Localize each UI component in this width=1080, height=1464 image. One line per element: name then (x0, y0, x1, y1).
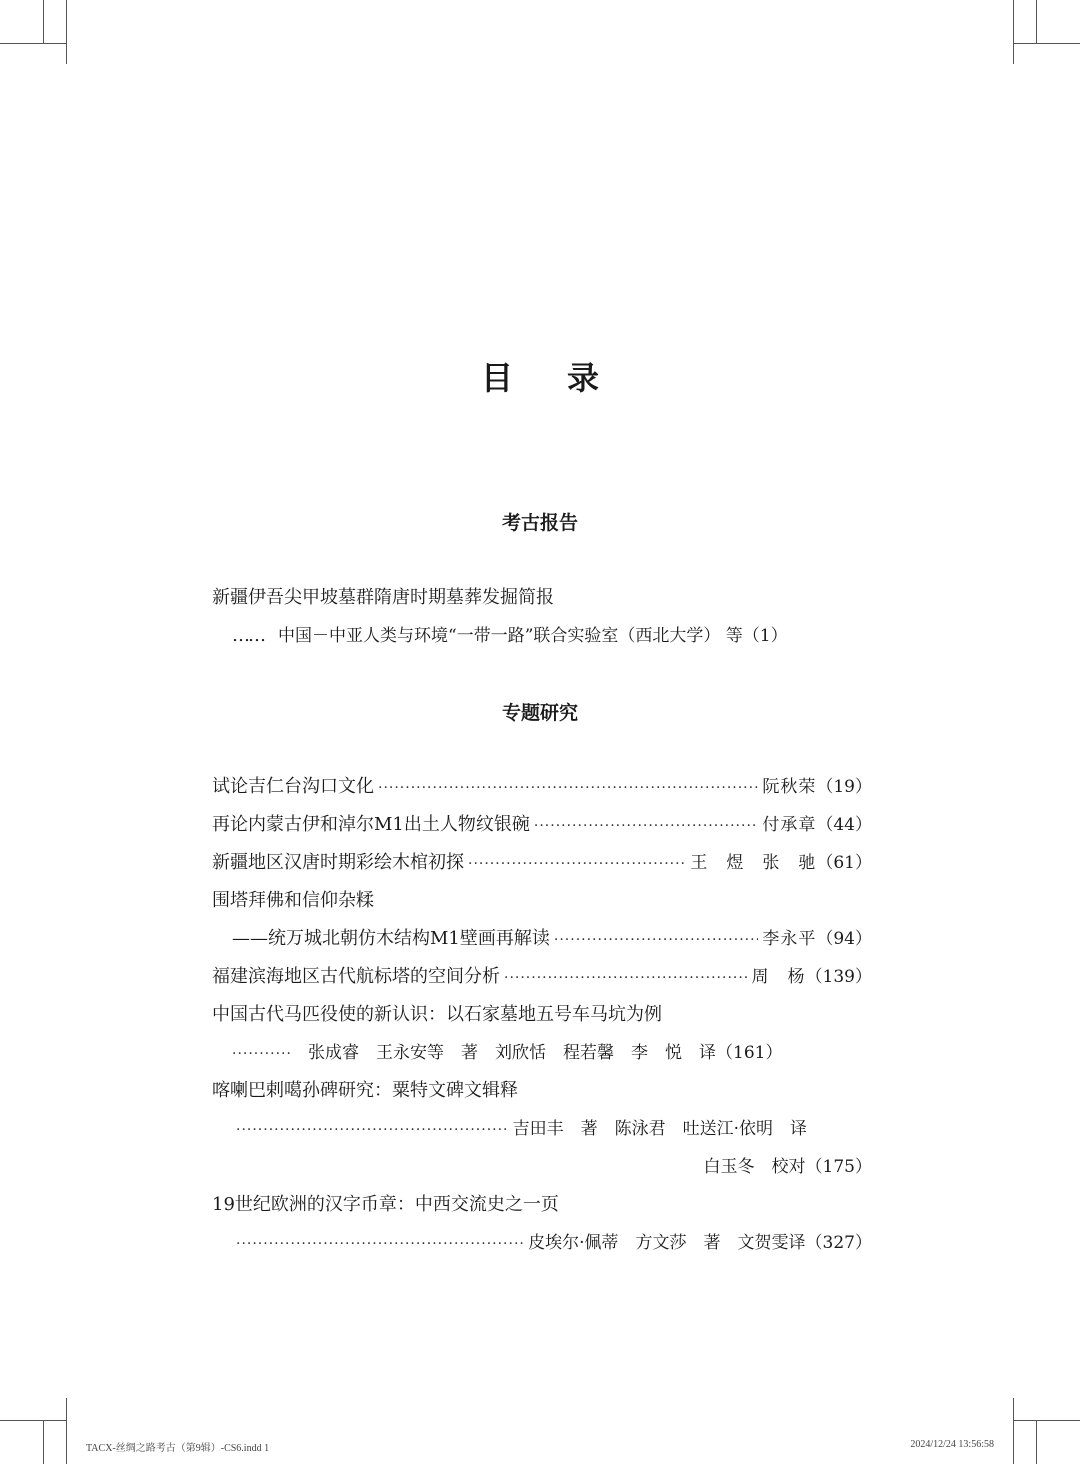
entry-page: （161） (716, 1043, 783, 1063)
entry-author: 阮秋荣 (762, 777, 817, 797)
toc-entry-title[interactable] (212, 1190, 872, 1220)
entry-page: （1） (742, 626, 788, 646)
entry-page: （61） (816, 853, 872, 873)
entry-page: （44） (816, 815, 872, 835)
entry-author: 付承章 (762, 815, 817, 835)
dot-leader (232, 1039, 292, 1069)
toc-entry[interactable] (212, 810, 872, 840)
entry-leader: …… (232, 625, 264, 646)
toc-entry[interactable] (212, 772, 872, 802)
crop-mark (0, 1420, 66, 1421)
entry-author: 周 杨 (751, 967, 806, 987)
dot-leader (468, 849, 686, 879)
entry-author: 白玉冬 校对 (703, 1157, 806, 1177)
entry-title: 再论内蒙古伊和淖尔M1出土人物纹银碗 (212, 814, 530, 835)
entry-title: 新疆地区汉唐时期彩绘木棺初探 (212, 852, 464, 873)
entry-page: （19） (816, 777, 872, 797)
crop-mark (1013, 0, 1014, 64)
toc-entry-title[interactable] (212, 886, 872, 916)
entry-page: （139） (805, 967, 872, 987)
crop-mark (66, 1398, 67, 1464)
dot-leader (236, 1229, 524, 1259)
toc-entry[interactable] (212, 848, 872, 878)
entry-author: 王 煜 张 驰 (690, 853, 817, 873)
entry-title: 新疆伊吾尖甲坡墓群隋唐时期墓葬发掘简报 (212, 587, 554, 608)
entry-author: 皮埃尔·佩蒂 方文莎 著 文贺雯译 (528, 1233, 806, 1253)
entry-title: 围塔拜佛和信仰杂糅 (212, 890, 374, 911)
entry-title: 福建滨海地区古代航标塔的空间分析 (212, 966, 500, 987)
entry-author: 吉田丰 著 陈泳君 吐送江·依明 译 (512, 1119, 807, 1139)
toc-entry-author-line (232, 1228, 872, 1258)
toc-entry[interactable] (212, 962, 872, 992)
entry-subtitle: ——统万城北朝仿木结构M1壁画再解读 (232, 928, 550, 949)
dot-leader (378, 773, 758, 803)
entry-author: 张成睿 王永安等 著 刘欣恬 程若馨 李 悦 译 (308, 1043, 716, 1063)
toc-entry-title[interactable] (212, 1000, 872, 1030)
toc-entry-author-line (232, 621, 872, 651)
toc-entry-title[interactable] (212, 583, 872, 613)
toc-entry-author-line (232, 1152, 872, 1182)
crop-mark (43, 1420, 44, 1464)
toc-entry-author-line (232, 1114, 807, 1144)
entry-page: （94） (816, 929, 872, 949)
toc-entry-subtitle-line (232, 924, 872, 954)
crop-mark (43, 0, 44, 43)
page-title: 目录 (480, 359, 653, 397)
toc-entry-title[interactable] (212, 1076, 872, 1106)
crop-mark (1036, 0, 1037, 43)
entry-author: 李永平 (762, 929, 817, 949)
crop-mark (1013, 43, 1080, 44)
entry-title: 中国古代马匹役使的新认识：以石家墓地五号车马坑为例 (212, 1004, 662, 1025)
entry-page: （175） (805, 1157, 872, 1177)
section-heading: 专题研究 (501, 702, 578, 724)
crop-mark (66, 0, 67, 64)
toc-entry-author-line (232, 1038, 872, 1068)
footer-timestamp: 2024/12/24 13:56:58 (910, 1439, 994, 1450)
dot-leader (504, 963, 748, 993)
entry-title: 试论吉仁台沟口文化 (212, 776, 374, 797)
dot-leader (534, 811, 758, 841)
entry-author: 中国－中亚人类与环境“一带一路”联合实验室（西北大学） 等 (278, 626, 743, 646)
entry-page: （327） (805, 1233, 872, 1253)
dot-leader (554, 925, 758, 955)
crop-mark (1013, 1398, 1014, 1464)
entry-title: 喀喇巴剌噶孙碑研究：粟特文碑文辑释 (212, 1080, 518, 1101)
crop-mark (1036, 1420, 1037, 1464)
crop-mark (1013, 1420, 1080, 1421)
dot-leader (236, 1115, 509, 1145)
section-heading: 考古报告 (501, 512, 578, 534)
crop-mark (0, 43, 66, 44)
footer-file-info: TACX-丝绸之路考古（第9辑）-CS6.indd 1 (86, 1443, 270, 1454)
entry-title: 19世纪欧洲的汉字币章：中西交流史之一页 (212, 1194, 559, 1215)
